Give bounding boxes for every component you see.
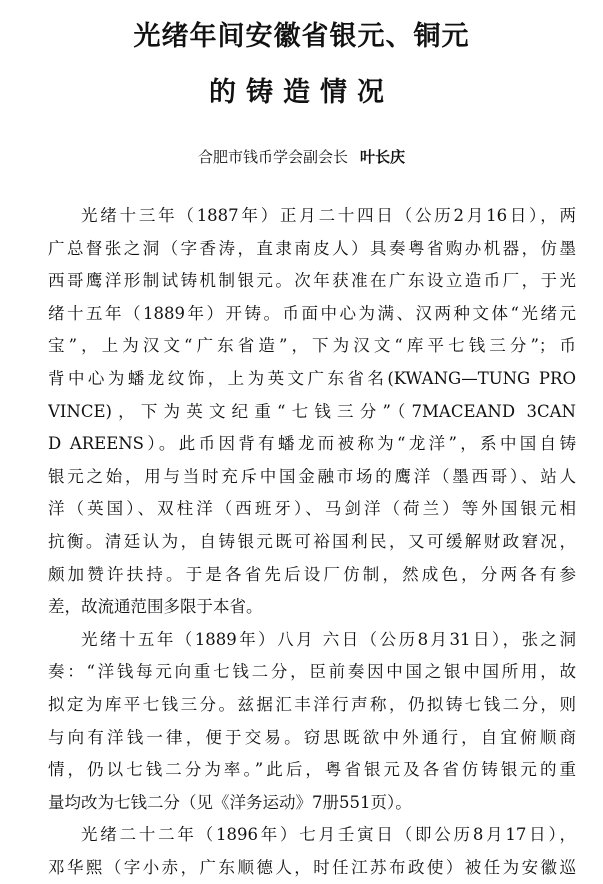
article-body <box>48 200 576 884</box>
text-line: 差，故流通范围多限于本省。 <box>48 597 263 617</box>
paragraph-3 <box>48 819 576 884</box>
text-line: 银元之始，用与当时充斥中国金融市场的鹰洋（墨西哥）、站人 <box>48 466 576 486</box>
text-line: 抗衡。清廷认为，自铸银元既可裕国利民，又可缓解财政窘况， <box>48 531 576 551</box>
text-line: 绪十五年（1889年）开铸。币面中心为满、汉两种文体“光绪元 <box>48 303 576 323</box>
text-line: 与向有洋钱一律，便于交易。窃思既欲中外通行，自宜俯顺商 <box>48 727 576 747</box>
text-line: 广总督张之洞（字香涛，直隶南皮人）具奏粤省购办机器，仿墨 <box>48 238 576 258</box>
text-line: 奏：“洋钱每元向重七钱二分，臣前奏因中国之银中国所用，故 <box>48 662 576 682</box>
article-title-line-1: 光绪年间安徽省银元、铜元 <box>133 21 470 52</box>
text-line: 光绪二十二年（1896年）七月壬寅日（即公历8月17日）， <box>81 825 576 845</box>
text-line: 拟定为库平七钱三分。兹据汇丰洋行声称，仍拟铸七钱二分，则 <box>48 694 576 714</box>
text-line: 光绪十五年（1889年）八月 六日（公历8月31日），张之洞 <box>81 629 576 649</box>
paragraph-2 <box>48 624 576 820</box>
text-line: VINCE)，下为英文纪重“七钱三分”（7MACEAND 3CAN <box>48 401 576 421</box>
text-line: 洋（英国）、双柱洋（西班牙）、马剑洋（荷兰）等外国银元相 <box>48 499 576 519</box>
text-line: 宝”，上为汉文“广东省造”，下为汉文“库平七钱三分”；币 <box>48 336 576 356</box>
paragraph-1 <box>48 200 576 624</box>
text-line: 背中心为蟠龙纹饰，上为英文广东省名(KWANG—TUNG PRO <box>48 368 576 388</box>
author-byline <box>0 146 603 167</box>
text-line: 邓华熙（字小赤，广东顺德人，时任江苏布政使）被任为安徽巡 <box>48 857 576 877</box>
text-line: 情，仍以七钱二分为率。”此后，粤省银元及各省仿铸银元的重 <box>48 760 576 780</box>
author-name: 叶长庆 <box>360 148 406 166</box>
author-affiliation: 合肥市钱币学会副会长 <box>197 148 348 166</box>
text-line: 光绪十三年（1887年）正月二十四日（公历2月16日），两 <box>81 206 576 225</box>
article-title-line-2: 的铸造情况 <box>209 77 394 108</box>
text-line: D AREENS）。此币因背有蟠龙而被称为“龙洋”，系中国自铸 <box>48 434 576 454</box>
text-line: 西哥鹰洋形制试铸机制银元。次年获准在广东设立造币厂，于光 <box>48 271 576 291</box>
text-line: 量均改为七钱二分（见《洋务运动》7册551页）。 <box>48 792 412 812</box>
text-line: 颇加赞许扶持。于是各省先后设厂仿制，然成色，分两各有参 <box>48 564 576 584</box>
